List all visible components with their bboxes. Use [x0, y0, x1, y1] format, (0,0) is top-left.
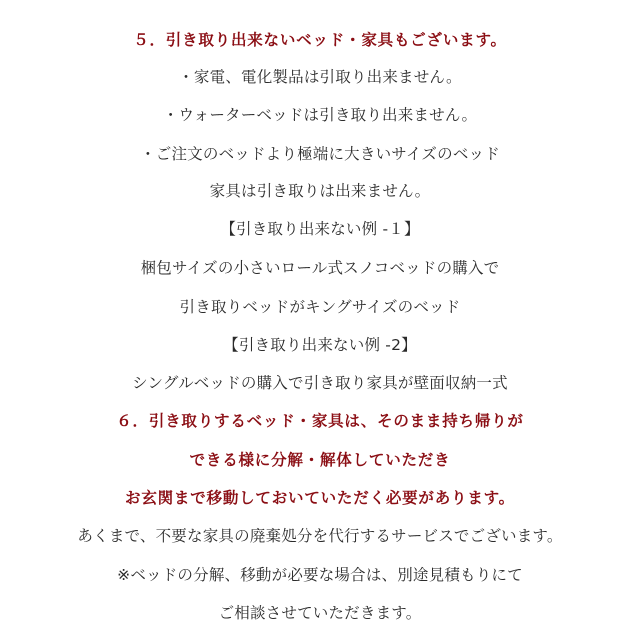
section6-body-line2: ※ベッドの分解、移動が必要な場合は、別途見積もりにて	[117, 566, 523, 584]
section6-body-line1: あくまで、不要な家具の廃棄処分を代行するサービスでございます。	[77, 527, 563, 545]
section6-heading-line1: ６．引き取りするベッド・家具は、そのまま持ち帰りが	[116, 412, 524, 430]
example2-line1: シングルベッドの購入で引き取り家具が壁面収納一式	[132, 374, 508, 392]
section6-body-line3: ご相談させていただきます。	[218, 604, 422, 622]
example1-label: 【引き取り出来ない例 -１】	[220, 220, 420, 238]
section5-item-waterbed: ・ウォーターベッドは引き取り出来ません。	[162, 106, 478, 124]
section5-item-oversize-line2: 家具は引き取りは出来ません。	[209, 182, 431, 200]
section5-item-oversize-line1: ・ご注文のベッドより極端に大きいサイズのベッド	[140, 145, 500, 163]
section5-heading: ５．引き取り出来ないベッド・家具もございます。	[133, 31, 507, 49]
section6-heading-line2: できる様に分解・解体していただき	[189, 451, 451, 469]
section5-item-appliances: ・家電、電化製品は引取り出来ません。	[178, 68, 462, 86]
example1-line1: 梱包サイズの小さいロール式スノコベッドの購入で	[140, 259, 500, 277]
section6-heading-line3: お玄関まで移動しておいていただく必要があります。	[125, 489, 515, 507]
example1-line2: 引き取りベッドがキングサイズのベッド	[179, 298, 461, 316]
example2-label: 【引き取り出来ない例 -2】	[223, 336, 417, 354]
